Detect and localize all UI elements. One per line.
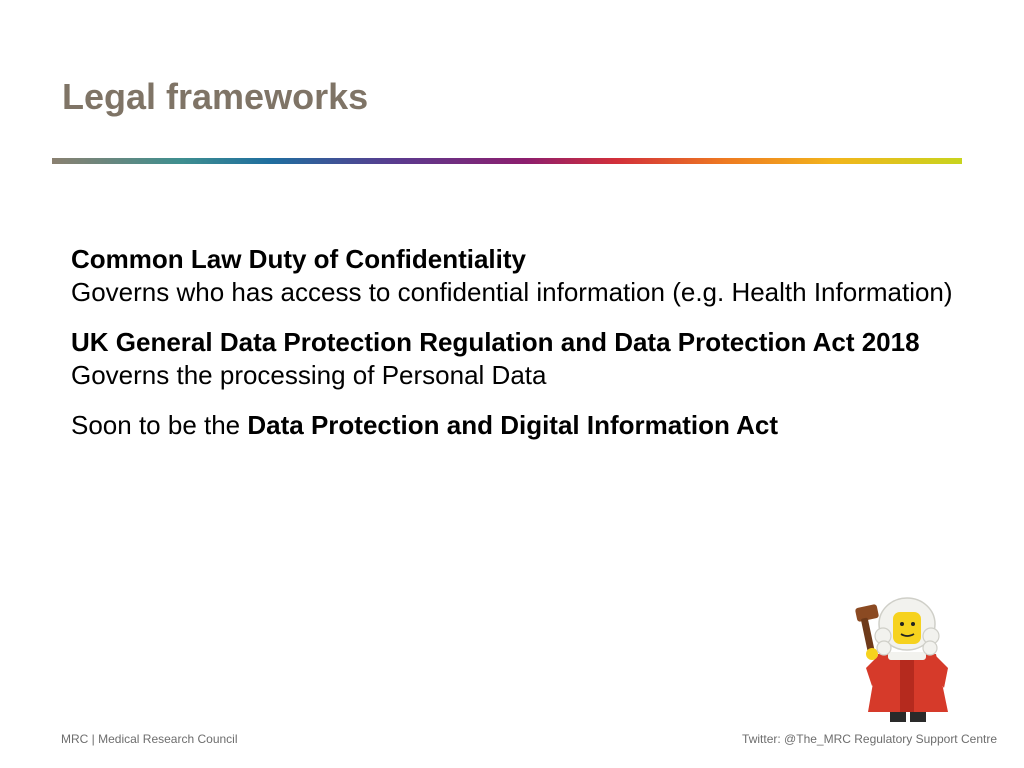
soon-prefix: Soon to be the [71, 410, 248, 440]
soon-act-name: Data Protection and Digital Information Act [247, 410, 779, 440]
footer-organization: MRC | Medical Research Council [61, 732, 238, 746]
section-description: Governs who has access to confidential information (e.g. Health Information) [71, 277, 953, 307]
section-heading: UK General Data Protection Regulation and Data Protection Act 2018 [71, 327, 920, 357]
section-heading: Common Law Duty of Confidentiality [71, 244, 526, 274]
section-description: Governs the processing of Personal Data [71, 360, 547, 390]
section-common-law [71, 243, 1011, 309]
gradient-divider [52, 158, 962, 164]
lego-judge-with-gavel-icon [850, 594, 960, 724]
soon-to-be-note [71, 409, 1011, 442]
section-gdpr [71, 326, 1011, 392]
footer-twitter: Twitter: @The_MRC Regulatory Support Centre [742, 732, 997, 746]
slide-title: Legal frameworks [62, 76, 369, 117]
slide-content [71, 243, 1011, 442]
